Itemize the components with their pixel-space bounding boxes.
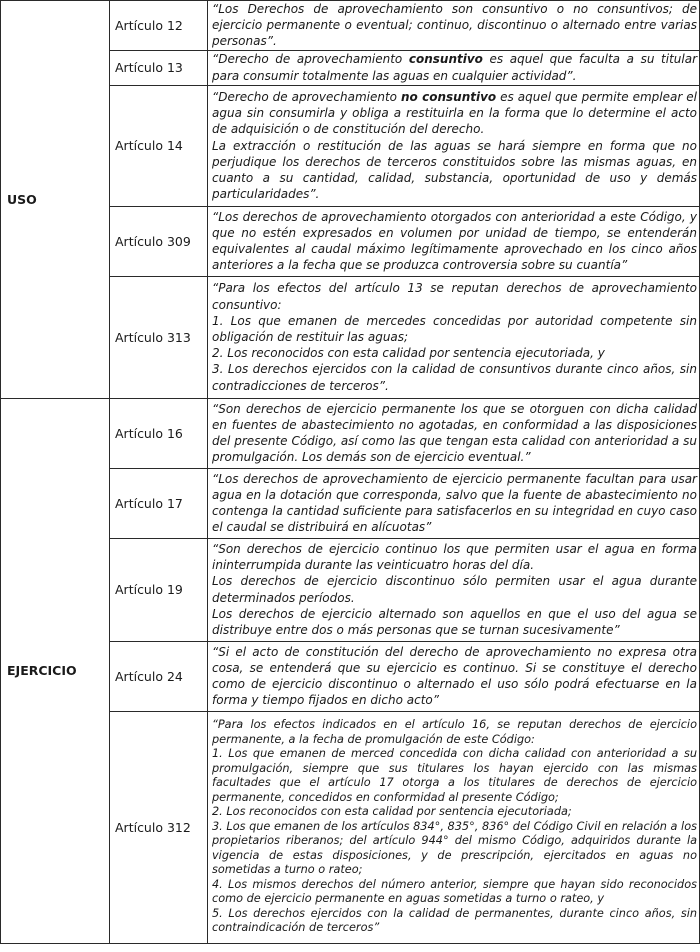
article-cell: Artículo 313 (110, 276, 208, 398)
article-paragraph (212, 1, 697, 50)
text-run: Los derechos de ejercicio alternado son aquellos en que el uso del agua se distribuye entre dos o más personas que se turnan sucesivamente” (212, 606, 697, 638)
article-paragraph (212, 606, 697, 638)
article-paragraph (212, 878, 697, 907)
article-cell: Artículo 24 (110, 641, 208, 711)
text-run: Los derechos de ejercicio discontinuo sólo permiten usar el agua durante determinados períodos. (212, 574, 697, 605)
article-text (208, 1, 700, 51)
article-text (208, 206, 700, 276)
text-run: 3. Los que emanen de los artículos 834°, 835°, 836° del Código Civil en relación a los propietarios riberanos; del artículo 944° del mismo Código, adquiridos durante la vigencia de estas disposiciones, y de prescripción, ejercitados en aguas no sometidas a turno o rateo; (212, 819, 697, 877)
article-cell: Artículo 12 (110, 1, 208, 51)
text-run: “Derecho de aprovechamiento (212, 52, 409, 67)
text-run: La extracción o restitución de las aguas se hará siempre en forma que no perjudique los derechos de terceros constituidos sobre las mismas aguas, en cuanto a su cantidad, calidad, substancia, oportunidad de uso y demás particularidades”. (212, 138, 697, 202)
article-paragraph (212, 718, 697, 747)
article-text (208, 468, 700, 538)
text-run: 1. Los que emanen de merced concedida con dicha calidad con anterioridad a su promulgación, siempre que sus titulares los hayan ejercido con las mismas facultades que el artículo 17 otorga a los titulares de derechos de ejercicio permanente, concedidos en conformidad al presente Código; (212, 747, 697, 804)
category-cell-uso: USO (1, 1, 110, 399)
text-run: “Los derechos de aprovechamiento otorgados con anterioridad a este Código, y que no estén expresados en volumen por unidad de tiempo, se entenderán equivalentes al caudal máximo legítimamente aprovechado en los cinco años anteriores a la fecha que se produzca controversia sobre su cuantía” (212, 209, 697, 273)
article-cell: Artículo 19 (110, 538, 208, 641)
text-run: 1. Los que emanen de mercedes concedidas por autoridad competente sin obligación de restituir las aguas; (212, 313, 697, 344)
text-run: “Para los efectos indicados en el artículo 16, se reputan derechos de ejercicio permanente, a la fecha de promulgación de este Código: (212, 718, 697, 746)
article-paragraph (212, 644, 697, 709)
article-cell: Artículo 14 (110, 85, 208, 206)
article-text (208, 641, 700, 711)
text-run: 2. Los reconocidos con esta calidad por sentencia ejecutoriada; (212, 805, 572, 819)
bold-term: consuntivo (408, 52, 483, 67)
article-paragraph (212, 89, 697, 138)
article-paragraph (212, 361, 697, 393)
article-cell: Artículo 13 (110, 50, 208, 85)
article-paragraph (212, 747, 697, 805)
text-run: “Para los efectos del artículo 13 se reputan derechos de aprovechamiento consuntivo: (212, 281, 697, 312)
text-run: “Son derechos de ejercicio continuo los que permiten usar el agua en forma ininterrumpida durante las veinticuatro horas del día. (212, 542, 697, 573)
article-text (208, 398, 700, 468)
article-paragraph (212, 138, 697, 203)
text-run: es aquel que permite emplear el agua sin consumirla y obliga a restituirla en la forma que lo determine el acto de adquisición o de constitución del derecho. (212, 89, 697, 137)
article-paragraph (212, 805, 697, 820)
text-run: “Los Derechos de aprovechamiento son consuntivo o no consuntivos; de ejercicio permanente o eventual; continuo, discontinuo o alternado entre varias personas”. (212, 2, 697, 49)
article-paragraph (212, 209, 697, 274)
article-text (208, 50, 700, 85)
article-cell: Artículo 309 (110, 206, 208, 276)
text-run: “Derecho de aprovechamiento (212, 89, 401, 104)
text-run: 5. Los derechos ejercidos con la calidad de permanentes, durante cinco años, sin contraindicación de terceros” (212, 906, 697, 935)
article-paragraph (212, 313, 697, 345)
article-text (208, 85, 700, 206)
table-row (1, 1, 700, 51)
article-cell: Artículo 16 (110, 398, 208, 468)
article-paragraph (212, 280, 697, 312)
table-row (1, 398, 700, 468)
article-cell: Artículo 17 (110, 468, 208, 538)
category-cell-ejercicio: EJERCICIO (1, 398, 110, 943)
article-paragraph (212, 907, 697, 936)
text-run: 2. Los reconocidos con esta calidad por sentencia ejecutoriada, y (212, 346, 605, 361)
article-paragraph (212, 401, 697, 466)
article-paragraph (212, 820, 697, 878)
article-paragraph (212, 541, 697, 573)
article-paragraph (212, 573, 697, 605)
text-run: “Los derechos de aprovechamiento de ejercicio permanente facultan para usar agua en la dotación que corresponda, salvo que la fuente de abastecimiento no contenga la cantidad suficiente para satisfacerlos en su integridad en cuyo caso el caudal se distribuirá en alícuotas” (212, 471, 697, 535)
text-run: “Son derechos de ejercicio permanente los que se otorguen con dicha calidad en fuentes de abastecimiento no agotadas, en conformidad a las disposiciones del presente Código, así como las que tengan esta calidad con anterioridad a su promulgación. Los demás son de ejercicio eventual.” (212, 401, 697, 465)
article-text (208, 276, 700, 398)
text-run: “Si el acto de constitución del derecho de aprovechamiento no expresa otra cosa, se entenderá que su ejercicio es continuo. Si se constituye el derecho como de ejercicio discontinuo o alternado el uso sólo podrá efectuarse en la forma y tiempo fijados en dicho acto” (212, 644, 697, 708)
article-paragraph (212, 471, 697, 536)
bold-term: no consuntivo (400, 89, 497, 104)
text-run: 4. Los mismos derechos del número anterior, siempre que hayan sido reconocidos como de ejercicio permanente en aguas sometidas a turno o rateo, y (212, 877, 697, 906)
article-text (208, 538, 700, 641)
text-run: es aquel que faculta a su titular para consumir totalmente las aguas en cualquier actividad”. (212, 52, 697, 83)
article-paragraph (212, 51, 697, 83)
article-cell: Artículo 312 (110, 711, 208, 943)
article-text (208, 711, 700, 943)
article-paragraph (212, 345, 697, 361)
text-run: 3. Los derechos ejercidos con la calidad de consuntivos durante cinco años, sin contradicciones de terceros”. (212, 362, 697, 393)
